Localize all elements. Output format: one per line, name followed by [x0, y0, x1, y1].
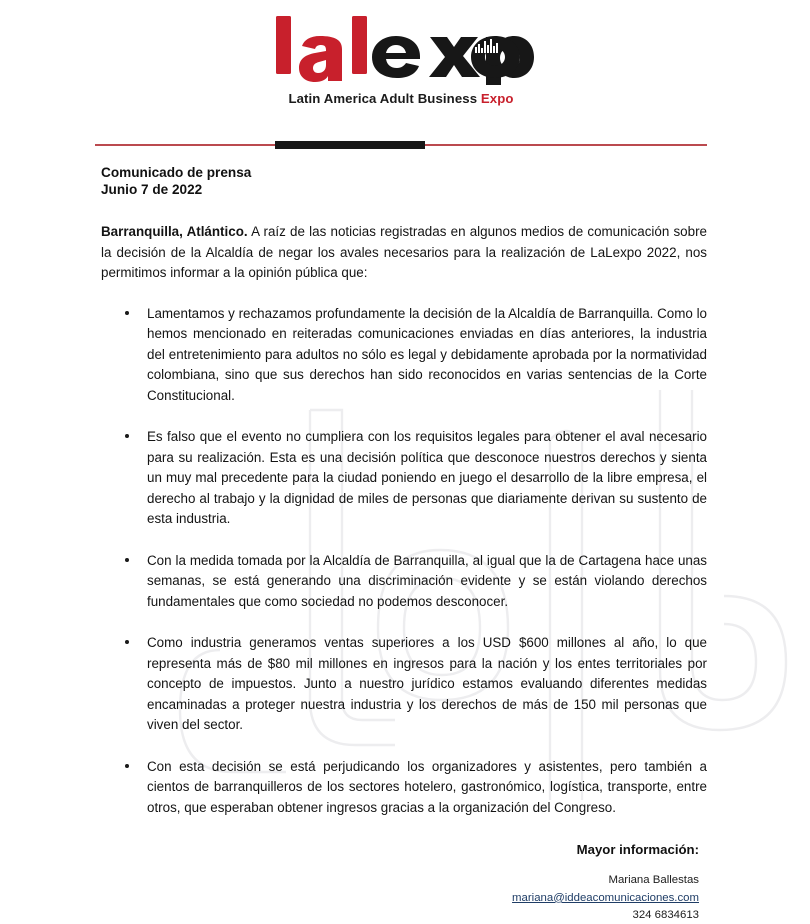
- bullet-icon: [125, 434, 129, 438]
- list-item: [95, 427, 707, 530]
- list-item-text: Con esta decisión se está perjudicando los organizadores y asistentes, pero también a cientos de barranquilleros de los sectores hotelero, gastronómico, logística, transporte, entre otros, que esperaban obtener ingresos gracias a la organización del Congreso.: [147, 758, 707, 815]
- document-body: [95, 150, 707, 819]
- page-title-date: Junio 7 de 2022: [101, 182, 203, 198]
- contact-email-link[interactable]: mariana@iddeacomunicaciones.com: [512, 891, 699, 904]
- bullet-icon: [125, 764, 129, 768]
- logo-block: [0, 0, 802, 107]
- list-item: [95, 304, 707, 407]
- logo-tagline-dark: Latin America Adult Business: [288, 91, 478, 106]
- list-item-text: Con la medida tomada por la Alcaldía de Barranquilla, al igual que la de Cartagena hace unas semanas, se está generando una discriminación evidente y se están violando derechos fundamentales que como sociedad no podemos desconocer.: [147, 552, 707, 609]
- list-item-text: Como industria generamos ventas superiores a los USD $600 millones al año, lo que representa más de $80 mil millones en ingresos para la nación y los entes territoriales por concepto de impuestos. Junto a nuestro jurídico estamos evaluando diferentes medidas encaminadas a proteger nuestra industria y los derechos de más de 150 mil personas que viven del sector.: [147, 635, 707, 733]
- lede-dateline: Barranquilla, Atlántico.: [101, 224, 248, 240]
- contact-phone: 324 6834613: [632, 909, 699, 922]
- lede-paragraph: [101, 222, 707, 284]
- bullet-icon: [125, 640, 129, 644]
- list-item: [95, 633, 707, 736]
- lede-text: A raíz de las noticias registradas en algunos medios de comunicación sobre la decisión de la Alcaldía de negar los avales necesarios para la realización de LaLexpo 2022, nos permitimos informar a la opinión pública que:: [101, 224, 707, 281]
- contact-block: [95, 818, 707, 923]
- list-item-text: Es falso que el evento no cumpliera con los requisitos legales para obtener el aval necesario para su realización. Esta es una decisión política que desconoce nuestros derechos y sienta un muy mal precedente para la ciudad poniendo en juego el desarrollo de la libre empresa, el derecho al trabajo y la dignidad de miles de personas que diariamente derivan su sustento de esta industria.: [147, 429, 707, 527]
- header-divider: [95, 141, 707, 150]
- bullet-list: [95, 304, 707, 819]
- list-item-text: Lamentamos y rechazamos profundamente la decisión de la Alcaldía de Barranquilla. Como lo hemos mencionado en reiteradas comunicaciones enviadas en días anteriores, la industria del entretenimiento para adultos no sólo es legal y debidamente aprobada por la normatividad colombiana, sino que sus derechos han sido reconocidos en varias sentencias de la Corte Constitucional.: [147, 305, 707, 403]
- logo-tagline-red: Expo: [480, 91, 514, 106]
- list-item: [95, 551, 707, 613]
- lalexpo-logo: [272, 14, 530, 86]
- page-title-line1: Comunicado de prensa: [101, 164, 252, 180]
- page-title: [101, 164, 707, 200]
- contact-name: Mariana Ballestas: [608, 874, 699, 887]
- bullet-icon: [125, 558, 129, 562]
- list-item: [95, 757, 707, 819]
- contact-heading: Mayor información:: [576, 842, 699, 858]
- bullet-icon: [125, 311, 129, 315]
- divider-thick-rule: [275, 141, 425, 149]
- logo-tagline: [0, 92, 802, 107]
